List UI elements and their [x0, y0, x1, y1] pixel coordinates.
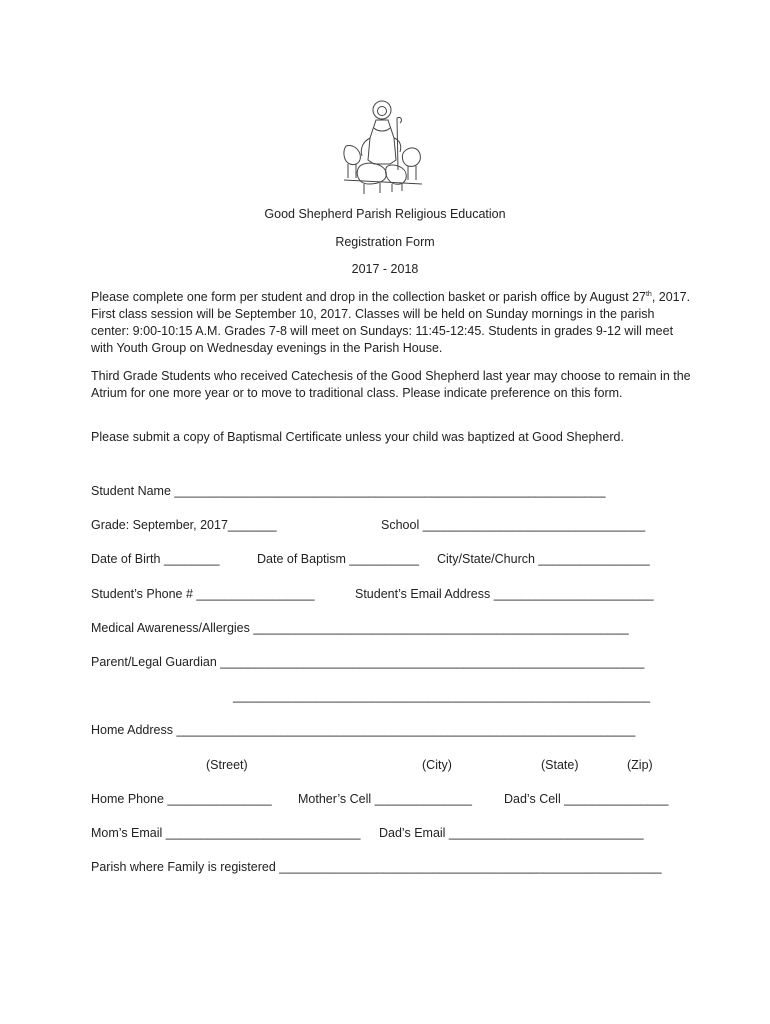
home-phone-field[interactable]: Home Phone _______________ — [91, 792, 272, 806]
org-title: Good Shepherd Parish Religious Education — [264, 207, 506, 221]
student-name-field[interactable]: Student Name ______________________________________________________________ — [91, 484, 606, 498]
instructions-paragraph-3: Please submit a copy of Baptismal Certificate unless your child was baptized at Good Shepherd. — [91, 430, 624, 444]
address-zip-label: (Zip) — [627, 758, 653, 772]
mom-email-field[interactable]: Mom’s Email ____________________________ — [91, 826, 361, 840]
school-field[interactable]: School ________________________________ — [381, 518, 646, 532]
parish-registered-field[interactable]: Parish where Family is registered _______________________________________________________ — [91, 860, 662, 874]
address-city-label: (City) — [422, 758, 452, 772]
date-of-birth-field[interactable]: Date of Birth ________ — [91, 552, 220, 566]
address-state-label: (State) — [541, 758, 579, 772]
medical-allergies-field[interactable]: Medical Awareness/Allergies ______________________________________________________ — [91, 621, 629, 635]
school-year: 2017 - 2018 — [351, 262, 419, 276]
instructions-paragraph-2: Third Grade Students who received Catechesis of the Good Shepherd last year may choose to remain in the Atrium for one more year or to move to traditional class. Please indicate preference on this form. — [91, 369, 691, 400]
parent-guardian-field[interactable]: Parent/Legal Guardian _____________________________________________________________ — [91, 655, 645, 669]
student-email-field[interactable]: Student’s Email Address _______________________ — [355, 587, 654, 601]
instructions-paragraph-1: Please complete one form per student and drop in the collection basket or parish office by August 27th, 2017. First class session will be September 10, 2017. Classes will be held on Sunday mornings in the parish center: 9:00-10:15 A.M. Grades 7-8 will meet on Sundays: 11:45-12:45. Students in grades 9-12 will meet with Youth Group on Wednesday evenings in the Parish House. — [91, 290, 691, 355]
date-of-baptism-field[interactable]: Date of Baptism __________ — [257, 552, 419, 566]
city-state-church-field[interactable]: City/State/Church ________________ — [437, 552, 650, 566]
home-address-field[interactable]: Home Address __________________________________________________________________ — [91, 723, 636, 737]
parent-guardian-line-2[interactable]: ____________________________________________________________ — [233, 689, 651, 703]
grade-field[interactable]: Grade: September, 2017_______ — [91, 518, 277, 532]
address-street-label: (Street) — [206, 758, 248, 772]
student-phone-field[interactable]: Student’s Phone # _________________ — [91, 587, 315, 601]
mother-cell-field[interactable]: Mother’s Cell ______________ — [298, 792, 472, 806]
good-shepherd-logo — [340, 98, 425, 196]
dad-cell-field[interactable]: Dad’s Cell _______________ — [504, 792, 669, 806]
form-title: Registration Form — [335, 235, 435, 249]
dad-email-field[interactable]: Dad’s Email ____________________________ — [379, 826, 644, 840]
